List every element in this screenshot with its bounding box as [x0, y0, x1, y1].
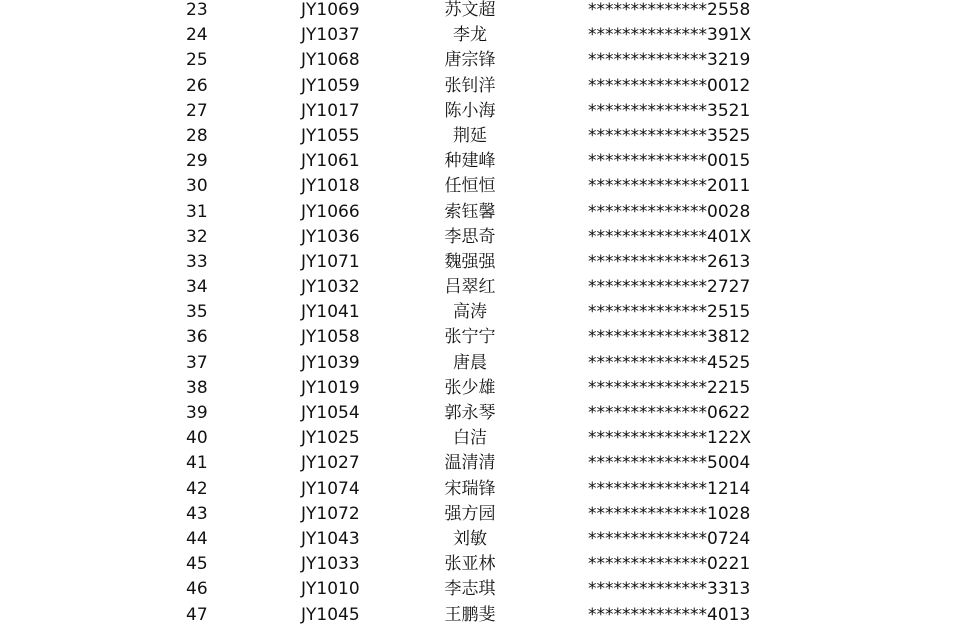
row-number: 27 — [186, 100, 208, 121]
row-id-number: **************391X — [588, 25, 752, 46]
row-name: 高涛 — [453, 302, 487, 323]
row-id-number: **************0724 — [588, 528, 751, 549]
table-row — [0, 577, 960, 602]
table-row — [0, 174, 960, 199]
row-id-number: **************2011 — [588, 176, 751, 197]
row-id-number: **************1028 — [588, 503, 751, 524]
table-row — [0, 149, 960, 174]
row-name: 魏强强 — [444, 251, 496, 272]
row-name: 唐晨 — [453, 352, 487, 373]
row-name: 李龙 — [453, 25, 487, 46]
row-id-number: **************1214 — [588, 478, 751, 499]
row-id-number: **************4525 — [588, 352, 751, 373]
table-row — [0, 451, 960, 476]
row-name: 张亚林 — [444, 554, 496, 575]
row-code: JY1039 — [301, 352, 360, 373]
row-code: JY1066 — [301, 201, 360, 222]
row-number: 23 — [186, 0, 208, 20]
row-id-number: **************401X — [588, 226, 752, 247]
row-name: 白洁 — [453, 428, 487, 449]
row-code: JY1069 — [301, 0, 360, 20]
row-number: 43 — [186, 503, 208, 524]
row-number: 46 — [186, 579, 208, 600]
row-code: JY1074 — [301, 478, 360, 499]
row-id-number: **************5004 — [588, 453, 751, 474]
row-code: JY1068 — [301, 50, 360, 71]
table-row — [0, 477, 960, 502]
row-code: JY1019 — [301, 377, 360, 398]
row-code: JY1055 — [301, 125, 360, 146]
row-code: JY1010 — [301, 579, 360, 600]
row-code: JY1058 — [301, 327, 360, 348]
row-name: 张宁宁 — [444, 327, 496, 348]
row-name: 种建峰 — [444, 151, 496, 172]
row-code: JY1033 — [301, 554, 360, 575]
row-code: JY1017 — [301, 100, 360, 121]
row-code: JY1045 — [301, 604, 360, 625]
row-number: 35 — [186, 302, 208, 323]
row-id-number: **************3525 — [588, 125, 751, 146]
row-code: JY1043 — [301, 528, 360, 549]
row-id-number: **************0028 — [588, 201, 751, 222]
row-id-number: **************0015 — [588, 151, 751, 172]
table-row — [0, 351, 960, 376]
row-number: 28 — [186, 125, 208, 146]
row-name: 刘敏 — [453, 528, 487, 549]
row-id-number: **************2215 — [588, 377, 751, 398]
row-code: JY1036 — [301, 226, 360, 247]
row-id-number: **************2613 — [588, 251, 751, 272]
row-number: 45 — [186, 554, 208, 575]
row-id-number: **************3219 — [588, 50, 751, 71]
row-number: 39 — [186, 403, 208, 423]
row-id-number: **************2515 — [588, 302, 751, 323]
row-code: JY1037 — [301, 25, 360, 46]
row-number: 33 — [186, 251, 208, 272]
table-row — [0, 426, 960, 451]
table-row — [0, 124, 960, 149]
row-code: JY1032 — [301, 277, 360, 298]
row-name: 李思奇 — [444, 226, 496, 247]
table-row — [0, 74, 960, 99]
row-name: 李志琪 — [444, 579, 496, 600]
row-name: 唐宗锋 — [444, 50, 496, 71]
row-number: 44 — [186, 528, 208, 549]
row-number: 31 — [186, 201, 208, 222]
row-name: 宋瑞锋 — [444, 478, 496, 499]
row-id-number: **************4013 — [588, 604, 751, 625]
row-id-number: **************122X — [588, 428, 752, 449]
row-id-number: **************3313 — [588, 579, 751, 600]
row-number: 32 — [186, 226, 208, 247]
row-name: 荆延 — [453, 125, 487, 146]
row-number: 29 — [186, 151, 208, 172]
row-name: 强方园 — [444, 503, 496, 524]
row-id-number: **************2558 — [588, 0, 751, 20]
table-row — [0, 376, 960, 401]
row-number: 37 — [186, 352, 208, 373]
row-name: 陈小海 — [444, 100, 496, 121]
row-code: JY1027 — [301, 453, 360, 474]
row-name: 张钊洋 — [444, 75, 496, 96]
table-row — [0, 225, 960, 250]
table-row — [0, 250, 960, 275]
row-id-number: **************0221 — [588, 554, 751, 575]
row-id-number: **************0622 — [588, 403, 751, 423]
row-code: JY1018 — [301, 176, 360, 197]
row-code: JY1025 — [301, 428, 360, 449]
row-number: 34 — [186, 277, 208, 298]
row-id-number: **************3521 — [588, 100, 751, 121]
table-row — [0, 275, 960, 300]
table-row — [0, 23, 960, 48]
row-id-number: **************0012 — [588, 75, 751, 96]
row-number: 38 — [186, 377, 208, 398]
row-code: JY1072 — [301, 503, 360, 524]
table-row — [0, 502, 960, 527]
table-row — [0, 300, 960, 325]
row-name: 索钰馨 — [444, 201, 496, 222]
row-name: 郭永琴 — [444, 403, 496, 423]
row-code: JY1054 — [301, 403, 360, 423]
table-row — [0, 401, 960, 426]
table-row — [0, 48, 960, 73]
row-number: 47 — [186, 604, 208, 625]
table-row — [0, 325, 960, 350]
row-code: JY1041 — [301, 302, 360, 323]
row-number: 42 — [186, 478, 208, 499]
row-name: 温清清 — [444, 453, 496, 474]
row-number: 25 — [186, 50, 208, 71]
row-number: 26 — [186, 75, 208, 96]
table-row — [0, 527, 960, 552]
table-row — [0, 200, 960, 225]
row-name: 任恒恒 — [444, 176, 496, 197]
row-code: JY1071 — [301, 251, 360, 272]
row-number: 40 — [186, 428, 208, 449]
row-name: 吕翠红 — [444, 277, 496, 298]
row-name: 张少雄 — [444, 377, 496, 398]
table-row — [0, 0, 960, 23]
row-number: 36 — [186, 327, 208, 348]
row-number: 30 — [186, 176, 208, 197]
row-code: JY1059 — [301, 75, 360, 96]
table-row — [0, 552, 960, 577]
row-number: 24 — [186, 25, 208, 46]
table-row — [0, 99, 960, 124]
row-id-number: **************3812 — [588, 327, 751, 348]
row-number: 41 — [186, 453, 208, 474]
row-code: JY1061 — [301, 151, 360, 172]
row-id-number: **************2727 — [588, 277, 751, 298]
row-name: 王鹏斐 — [444, 604, 496, 625]
row-name: 苏文超 — [444, 0, 496, 20]
